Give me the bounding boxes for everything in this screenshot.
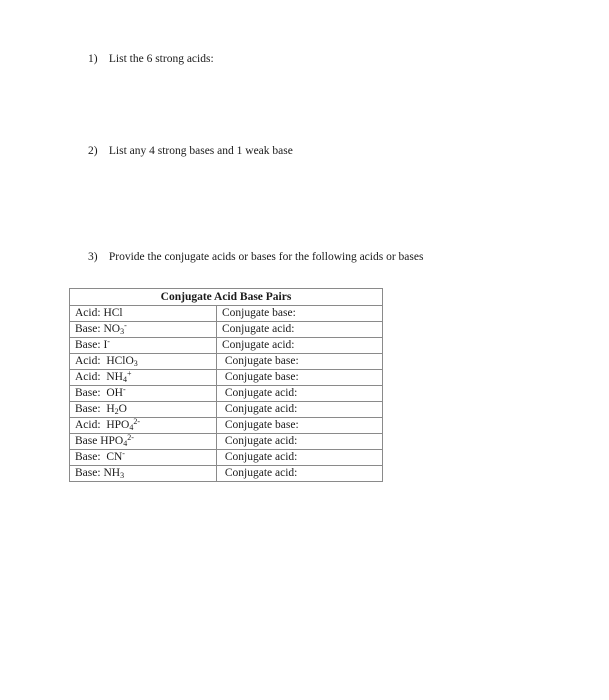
table-row [70, 306, 383, 322]
conjugate-prompt: Conjugate acid: [222, 339, 295, 351]
species-cell [70, 466, 217, 482]
formula-charge: + [126, 369, 132, 378]
table-row [70, 466, 383, 482]
conjugate-prompt: Conjugate base: [222, 307, 296, 319]
table-row [70, 418, 383, 434]
conjugate-prompt: Conjugate acid: [222, 403, 298, 415]
species-label: Base [75, 435, 101, 447]
species-cell [70, 434, 217, 450]
species-formula: HPO [100, 435, 124, 447]
table-row [70, 386, 383, 402]
table-row [70, 434, 383, 450]
species-label: Base: [75, 323, 104, 335]
species-formula: H [106, 403, 115, 415]
species-cell [70, 370, 217, 386]
table-row [70, 354, 383, 370]
question-number: 3) [88, 251, 98, 263]
conjugate-prompt: Conjugate base: [222, 419, 299, 431]
formula-subscript: 4 [123, 439, 128, 448]
species-formula: I [103, 339, 108, 351]
formula-charge: - [107, 337, 110, 346]
species-label: Base: [75, 403, 107, 415]
species-formula: OH [106, 387, 123, 399]
table-row [70, 322, 383, 338]
formula-charge: 2- [133, 417, 140, 426]
conjugate-prompt: Conjugate acid: [222, 387, 298, 399]
formula-charge: - [122, 385, 126, 394]
formula-subscript: 3 [120, 471, 125, 480]
conjugate-pairs-table [69, 288, 383, 482]
table-title-row [70, 289, 383, 306]
species-formula: HClO [106, 355, 134, 367]
species-label: Acid: [75, 371, 107, 383]
formula-subscript: 4 [129, 423, 134, 432]
question-number: 1) [88, 53, 98, 65]
conjugate-answer-cell[interactable] [217, 338, 383, 354]
conjugate-answer-cell[interactable] [217, 402, 383, 418]
conjugate-prompt: Conjugate acid: [222, 451, 298, 463]
species-cell [70, 322, 217, 338]
conjugate-prompt: Conjugate base: [222, 355, 299, 367]
species-cell [70, 402, 217, 418]
table-row [70, 370, 383, 386]
table-row [70, 402, 383, 418]
species-formula: CN [106, 451, 123, 463]
formula-subscript: 3 [120, 327, 125, 336]
conjugate-answer-cell[interactable] [217, 434, 383, 450]
formula-subscript: 4 [122, 375, 127, 384]
species-cell [70, 386, 217, 402]
formula-charge: - [122, 449, 125, 458]
species-label: Acid: [75, 355, 107, 367]
species-cell [70, 418, 217, 434]
species-formula: NH [103, 467, 121, 479]
question-3 [88, 251, 423, 263]
species-cell [70, 306, 217, 322]
species-label: Base: [75, 451, 107, 463]
conjugate-answer-cell[interactable] [217, 386, 383, 402]
conjugate-answer-cell[interactable] [217, 322, 383, 338]
formula-charge: 2- [127, 433, 134, 442]
species-label: Base: [75, 339, 104, 351]
species-label: Base: [75, 467, 104, 479]
table-row [70, 450, 383, 466]
question-text: List any 4 strong bases and 1 weak base [108, 145, 293, 157]
conjugate-prompt: Conjugate acid: [222, 435, 298, 447]
species-formula: NO [103, 323, 121, 335]
species-cell [70, 450, 217, 466]
question-2 [88, 145, 293, 157]
formula-tail: O [118, 403, 127, 415]
species-cell [70, 338, 217, 354]
conjugate-answer-cell[interactable] [217, 418, 383, 434]
conjugate-prompt: Conjugate acid: [222, 323, 295, 335]
conjugate-prompt: Conjugate base: [222, 371, 299, 383]
species-formula: HPO [106, 419, 130, 431]
formula-subscript: 3 [133, 359, 138, 368]
conjugate-answer-cell[interactable] [217, 370, 383, 386]
species-formula: HCl [103, 307, 123, 319]
conjugate-prompt: Conjugate acid: [222, 467, 298, 479]
question-text: Provide the conjugate acids or bases for the following acids or bases [108, 251, 424, 263]
formula-charge: - [124, 321, 127, 330]
species-label: Acid: [75, 307, 104, 319]
question-number: 2) [88, 145, 98, 157]
species-cell [70, 354, 217, 370]
species-label: Base: [75, 387, 107, 399]
species-formula: NH [106, 371, 123, 383]
conjugate-answer-cell[interactable] [217, 450, 383, 466]
question-text: List the 6 strong acids: [108, 53, 214, 65]
table-row [70, 338, 383, 354]
table-title: Conjugate Acid Base Pairs [70, 289, 383, 306]
conjugate-answer-cell[interactable] [217, 306, 383, 322]
conjugate-answer-cell[interactable] [217, 354, 383, 370]
conjugate-answer-cell[interactable] [217, 466, 383, 482]
species-label: Acid: [75, 419, 107, 431]
question-1 [88, 53, 214, 65]
formula-subscript: 2 [114, 407, 119, 416]
